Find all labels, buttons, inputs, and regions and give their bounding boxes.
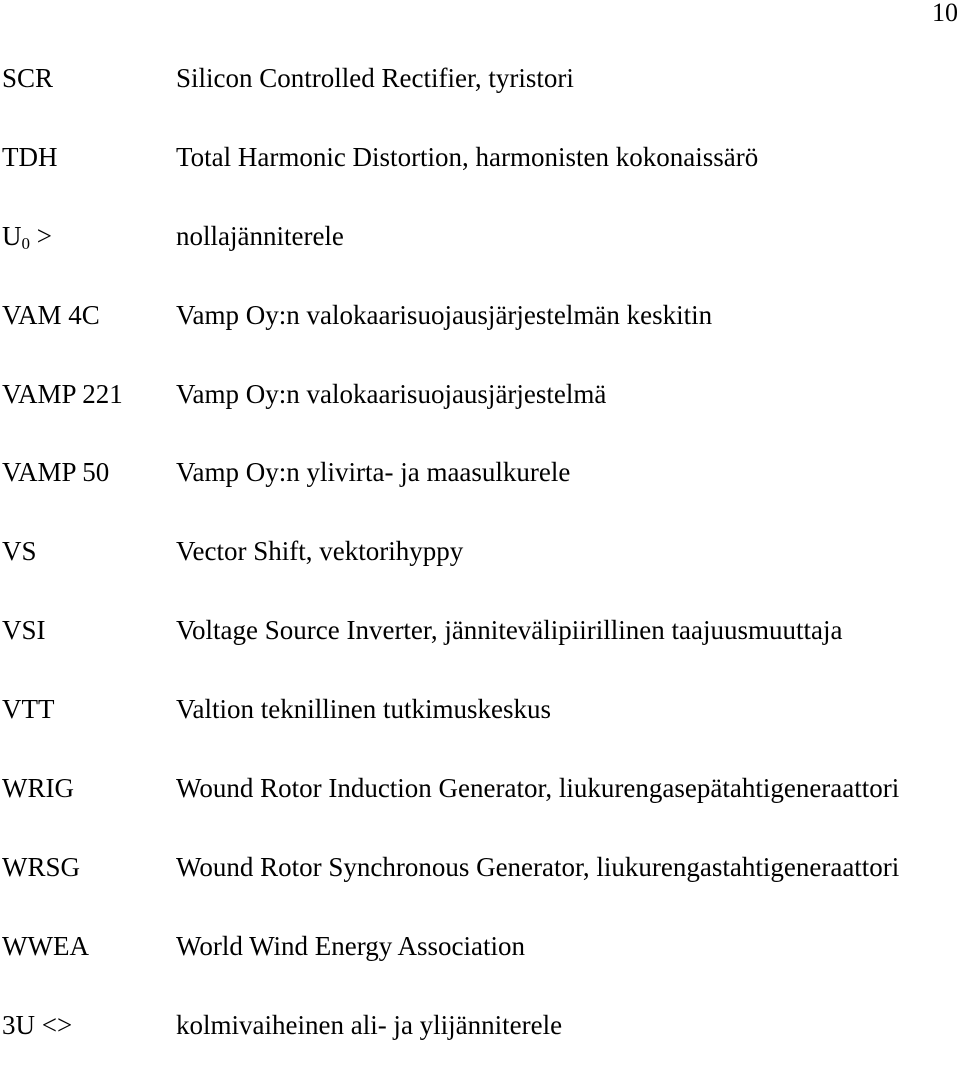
abbreviation-term: WRIG [2,773,74,804]
abbreviation-definition: Vector Shift, vektorihyppy [176,536,464,567]
list-item [0,926,960,1005]
list-item [0,216,960,295]
abbreviation-list [0,58,960,1084]
abbreviation-term: 3U <> [2,1009,73,1040]
abbreviation-term: VAMP 221 [2,378,123,409]
abbreviation-term: TDH [2,141,58,172]
abbreviation-definition: Valtion teknillinen tutkimuskeskus [176,694,551,725]
abbreviation-term: VAMP 50 [2,457,110,488]
abbreviation-definition: Total Harmonic Distortion, harmonisten kokonaissärö [176,141,759,172]
abbreviation-term: VTT [2,694,55,725]
abbreviation-definition: Vamp Oy:n valokaarisuojausjärjestelmän keskitin [176,299,713,330]
page-number: 10 [932,0,958,27]
list-item [0,137,960,216]
list-item [0,295,960,374]
abbreviation-definition: Wound Rotor Induction Generator, liukurengasepätahtigeneraattori [176,773,900,804]
list-item [0,374,960,453]
abbreviation-definition: Vamp Oy:n ylivirta- ja maasulkurele [176,457,571,488]
list-item [0,1005,960,1084]
term-main: U [2,220,22,251]
abbreviation-definition: kolmivaiheinen ali- ja ylijänniterele [176,1009,563,1040]
abbreviation-term [2,216,52,264]
abbreviation-definition: Vamp Oy:n valokaarisuojausjärjestelmä [176,378,607,409]
list-item [0,452,960,531]
abbreviation-definition: Silicon Controlled Rectifier, tyristori [176,63,574,93]
list-item [0,768,960,847]
abbreviation-term: VSI [2,615,46,646]
abbreviation-term: WWEA [2,930,89,961]
list-item [0,610,960,689]
abbreviation-term: WRSG [2,851,81,882]
abbreviation-term: VAM 4C [2,299,100,330]
list-item [0,58,960,137]
abbreviation-definition: nollajänniterele [176,220,344,251]
abbreviation-term: VS [2,536,37,567]
list-item [0,689,960,768]
term-subscript: 0 [21,233,30,253]
term-suffix: > [30,220,52,251]
abbreviation-definition: World Wind Energy Association [176,930,525,961]
abbreviation-definition: Wound Rotor Synchronous Generator, liukurengastahtigeneraattori [176,851,900,882]
abbreviation-term: SCR [2,63,54,93]
list-item [0,531,960,610]
abbreviation-definition: Voltage Source Inverter, jännitevälipiirillinen taajuusmuuttaja [176,615,843,646]
list-item [0,847,960,926]
